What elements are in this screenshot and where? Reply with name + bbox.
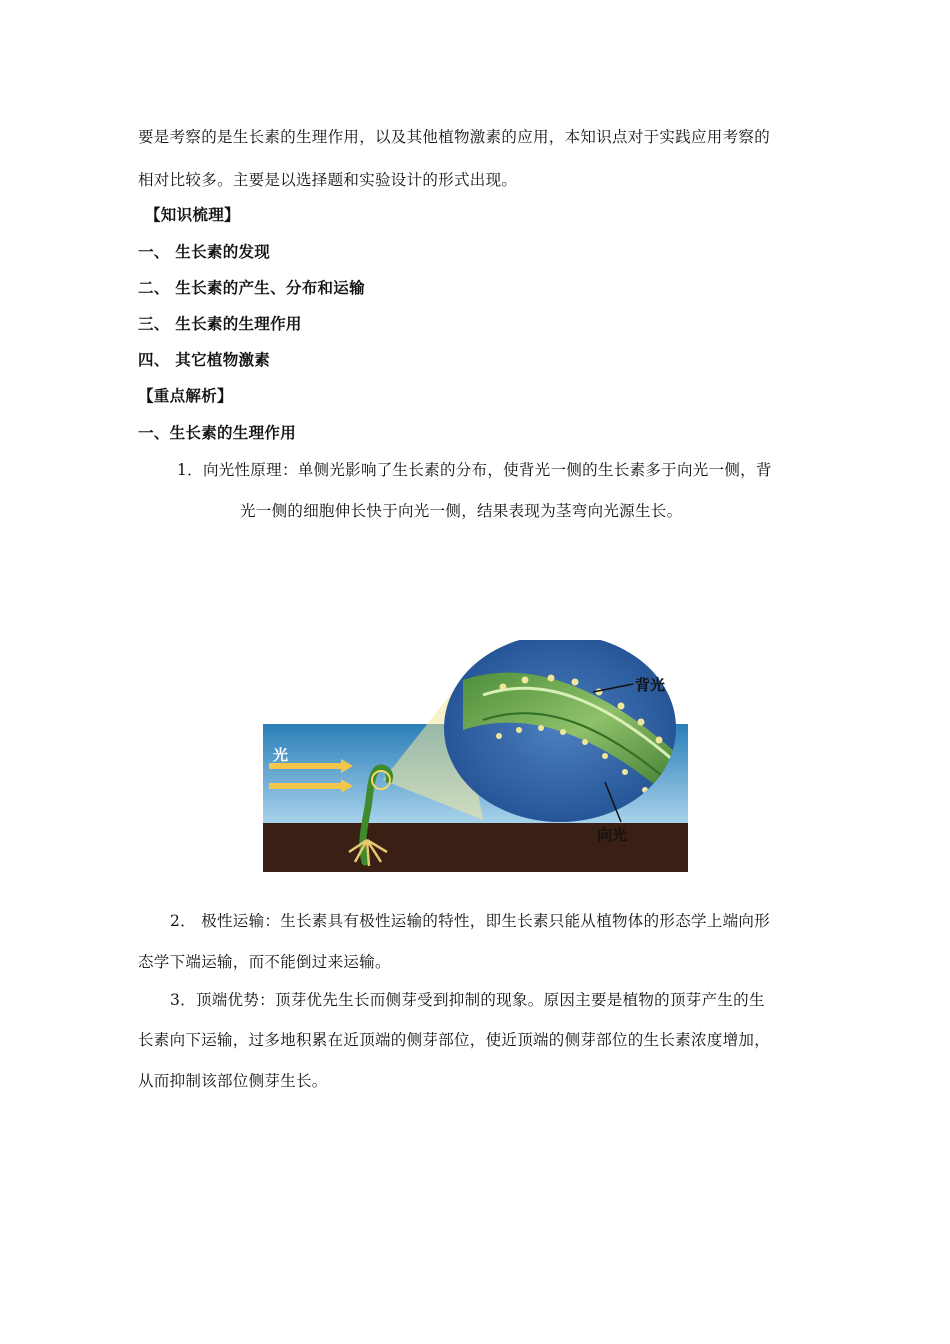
point3-line-2: 长素向下运输，过多地积累在近顶端的侧芽部位，使近顶端的侧芽部位的生长素浓度增加， [138,1031,771,1049]
analysis-heading: 【重点解析】 [138,387,233,405]
point3-line-3: 从而抑制该部位侧芽生长。 [138,1072,328,1090]
knowledge-item-2: 二、 生长素的产生、分布和运输 [138,279,365,297]
intro-line-2: 相对比较多。主要是以选择题和实验设计的形式出现。 [138,171,518,189]
point3-line-1: 3．顶端优势：顶芽优先生长而侧芽受到抑制的现象。原因主要是植物的顶芽产生的生 [170,991,765,1009]
knowledge-item-1: 一、 生长素的发现 [138,243,271,261]
phototropism-illustration [263,640,688,872]
knowledge-heading: 【知识梳理】 [145,206,240,224]
point1-line-1: 1．向光性原理：单侧光影响了生长素的分布，使背光一侧的生长素多于向光一侧，背 [177,461,772,479]
knowledge-item-4: 四、 其它植物激素 [138,351,271,369]
label-light: 光 [273,746,289,764]
knowledge-item-3: 三、 生长素的生理作用 [138,315,302,333]
label-back-light: 背光 [635,676,666,694]
point2-line-1: 2． 极性运输：生长素具有极性运输的特性，即生长素只能从植物体的形态学上端向形 [170,912,770,930]
phototropism-figure [263,640,688,872]
label-toward-light: 向光 [597,826,628,844]
point1-line-2: 光一侧的细胞伸长快于向光一侧，结果表现为茎弯向光源生长。 [240,502,683,520]
intro-line-1: 要是考察的是生长素的生理作用，以及其他植物激素的应用，本知识点对于实践应用考察的 [138,128,771,146]
analysis-subheading: 一、生长素的生理作用 [138,424,297,442]
point2-line-2: 态学下端运输，而不能倒过来运输。 [138,953,391,971]
